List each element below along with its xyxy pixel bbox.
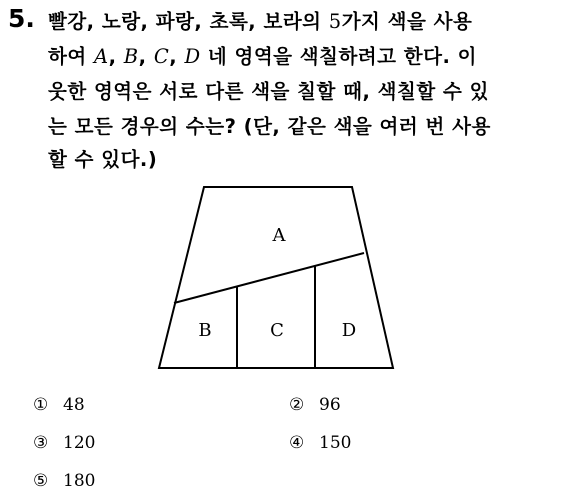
choice-value: 150 <box>319 433 352 453</box>
color-count: 5 <box>328 10 342 33</box>
choice-2 <box>289 394 341 416</box>
diagram-label-c: C <box>270 320 284 341</box>
choice-value: 120 <box>63 433 96 453</box>
choice-value: 96 <box>319 395 341 415</box>
choice-4 <box>289 432 351 454</box>
choice-value: 180 <box>63 471 96 491</box>
choice-mark: ④ <box>289 433 305 453</box>
region-d-label: D <box>184 45 201 68</box>
question-text: 하여 <box>48 45 94 68</box>
question-text: 웃한 영역은 서로 다른 색을 칠할 때, 색칠할 수 있 <box>48 80 489 103</box>
question-text: , <box>108 45 124 68</box>
choice-mark: ③ <box>33 433 49 453</box>
diagram-label-b: B <box>198 320 212 341</box>
question-text: , <box>169 45 185 68</box>
choice-mark: ② <box>289 395 305 415</box>
question-text: 는 모든 경우의 수는? (단, 같은 색을 여러 번 사용 <box>48 115 491 138</box>
choice-5 <box>33 470 95 492</box>
diagram-label-d: D <box>341 320 357 341</box>
question-text: 할 수 있다.) <box>48 148 158 171</box>
diagonal-divider <box>174 253 364 303</box>
region-b-label: B <box>123 45 139 68</box>
question-text: 빨강, 노랑, 파랑, 초록, 보라의 <box>48 10 329 33</box>
region-a-label: A <box>93 45 109 68</box>
question-text: 가지 색을 사용 <box>341 10 473 33</box>
diagram-label-a: A <box>272 225 286 246</box>
question-text: , <box>138 45 154 68</box>
region-c-label: C <box>153 45 170 68</box>
choice-3 <box>33 432 95 454</box>
choice-value: 48 <box>63 395 85 415</box>
choice-mark: ⑤ <box>33 471 49 491</box>
choice-1 <box>33 394 85 416</box>
question-number: 5. <box>8 4 35 33</box>
choice-mark: ① <box>33 395 49 415</box>
question-text: 네 영역을 색칠하려고 한다. 이 <box>200 45 477 68</box>
